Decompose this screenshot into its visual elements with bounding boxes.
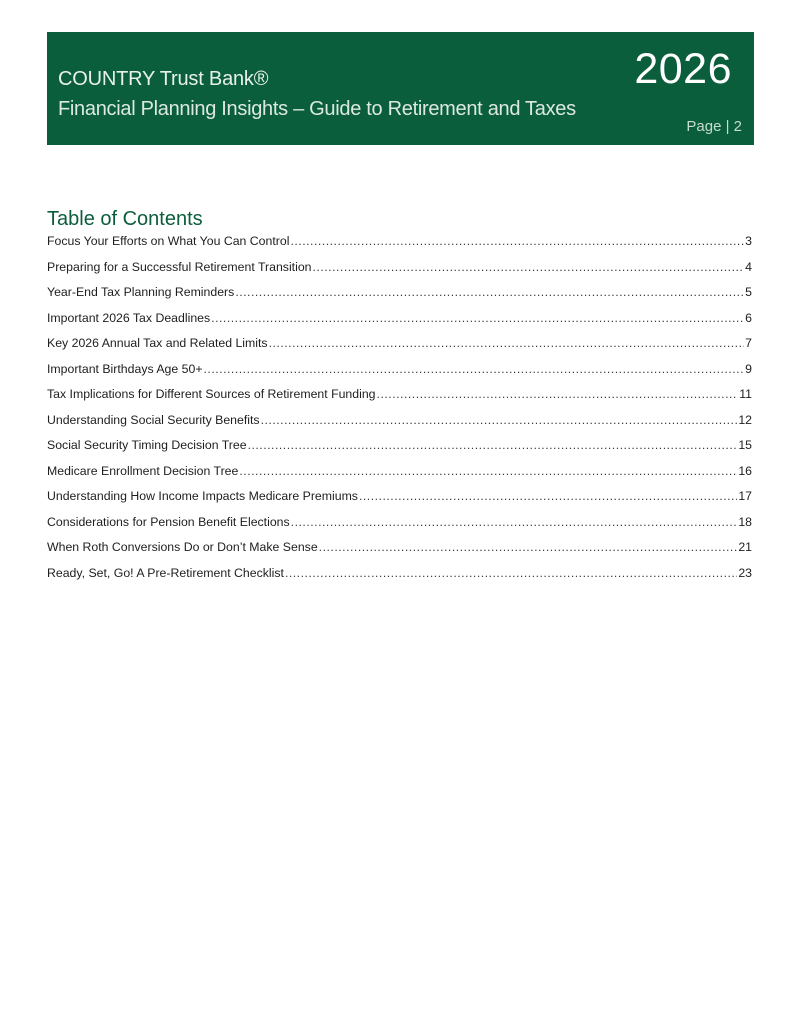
toc-entry[interactable] xyxy=(47,540,752,566)
toc-entry-page: 12 xyxy=(738,412,752,427)
toc-entry-page: 23 xyxy=(738,565,752,580)
toc-leader-dots xyxy=(319,540,738,554)
toc-entry-title: Important Birthdays Age 50+ xyxy=(47,361,203,376)
toc-entry[interactable] xyxy=(47,387,752,413)
toc-entry-page: 11 xyxy=(739,387,752,401)
toc-leader-dots xyxy=(269,336,745,350)
toc-leader-dots xyxy=(290,234,744,248)
toc-entry[interactable] xyxy=(47,489,752,515)
toc-entry[interactable] xyxy=(47,234,752,260)
toc-leader-dots xyxy=(359,489,737,503)
toc-leader-dots xyxy=(248,438,738,452)
toc-entry-page: 3 xyxy=(745,234,752,248)
toc-entry-page: 18 xyxy=(738,514,752,529)
toc-heading: Table of Contents xyxy=(47,208,203,230)
toc-entry-title: Ready, Set, Go! A Pre-Retirement Checklist xyxy=(47,565,284,580)
toc-entry[interactable] xyxy=(47,285,752,311)
toc-entry-page: 21 xyxy=(738,540,752,554)
toc-entry-title: Understanding Social Security Benefits xyxy=(47,412,260,427)
toc-entry-title: When Roth Conversions Do or Don’t Make Sense xyxy=(47,540,318,554)
toc-entry[interactable] xyxy=(47,515,752,541)
toc-entry-page: 16 xyxy=(738,463,752,478)
toc-entry-title: Preparing for a Successful Retirement Transition xyxy=(47,259,312,274)
toc-entry-page: 5 xyxy=(745,285,752,299)
toc-leader-dots xyxy=(239,464,737,478)
toc-leader-dots xyxy=(204,362,745,376)
page-number: Page | 2 xyxy=(686,118,742,135)
table-of-contents xyxy=(47,206,752,591)
toc-entry-title: Key 2026 Annual Tax and Related Limits xyxy=(47,336,268,350)
toc-entry[interactable] xyxy=(47,438,752,464)
document-subtitle: Financial Planning Insights – Guide to Retirement and Taxes xyxy=(58,98,576,120)
toc-entry[interactable] xyxy=(47,260,752,286)
brand-title: COUNTRY Trust Bank® xyxy=(58,68,269,90)
toc-leader-dots xyxy=(261,413,738,427)
toc-entry-title: Social Security Timing Decision Tree xyxy=(47,438,247,452)
toc-entry-page: 9 xyxy=(745,361,752,376)
toc-entry-title: Tax Implications for Different Sources of Retirement Funding xyxy=(47,387,376,401)
toc-entry-page: 15 xyxy=(738,438,752,452)
toc-entry[interactable] xyxy=(47,566,752,592)
toc-entry-page: 4 xyxy=(745,259,752,274)
toc-entry-title: Medicare Enrollment Decision Tree xyxy=(47,463,239,478)
toc-entry-title: Important 2026 Tax Deadlines xyxy=(47,310,211,325)
header-banner xyxy=(47,32,754,145)
toc-leader-dots xyxy=(211,311,744,325)
toc-entry-title: Focus Your Efforts on What You Can Control xyxy=(47,234,290,248)
toc-entry-page: 6 xyxy=(745,310,752,325)
toc-leader-dots xyxy=(235,285,744,299)
toc-leader-dots xyxy=(313,260,745,274)
toc-entry[interactable] xyxy=(47,464,752,490)
toc-entry[interactable] xyxy=(47,336,752,362)
toc-entry-title: Year-End Tax Planning Reminders xyxy=(47,285,235,299)
toc-leader-dots xyxy=(377,387,739,401)
toc-list xyxy=(47,234,752,591)
toc-entry[interactable] xyxy=(47,413,752,439)
toc-leader-dots xyxy=(291,515,738,529)
toc-entry[interactable] xyxy=(47,362,752,388)
toc-entry[interactable] xyxy=(47,311,752,337)
document-year: 2026 xyxy=(634,45,732,93)
toc-entry-title: Understanding How Income Impacts Medicare Premiums xyxy=(47,489,358,503)
toc-entry-title: Considerations for Pension Benefit Elections xyxy=(47,514,290,529)
toc-leader-dots xyxy=(285,566,737,580)
toc-entry-page: 7 xyxy=(745,336,752,350)
toc-entry-page: 17 xyxy=(738,489,752,503)
